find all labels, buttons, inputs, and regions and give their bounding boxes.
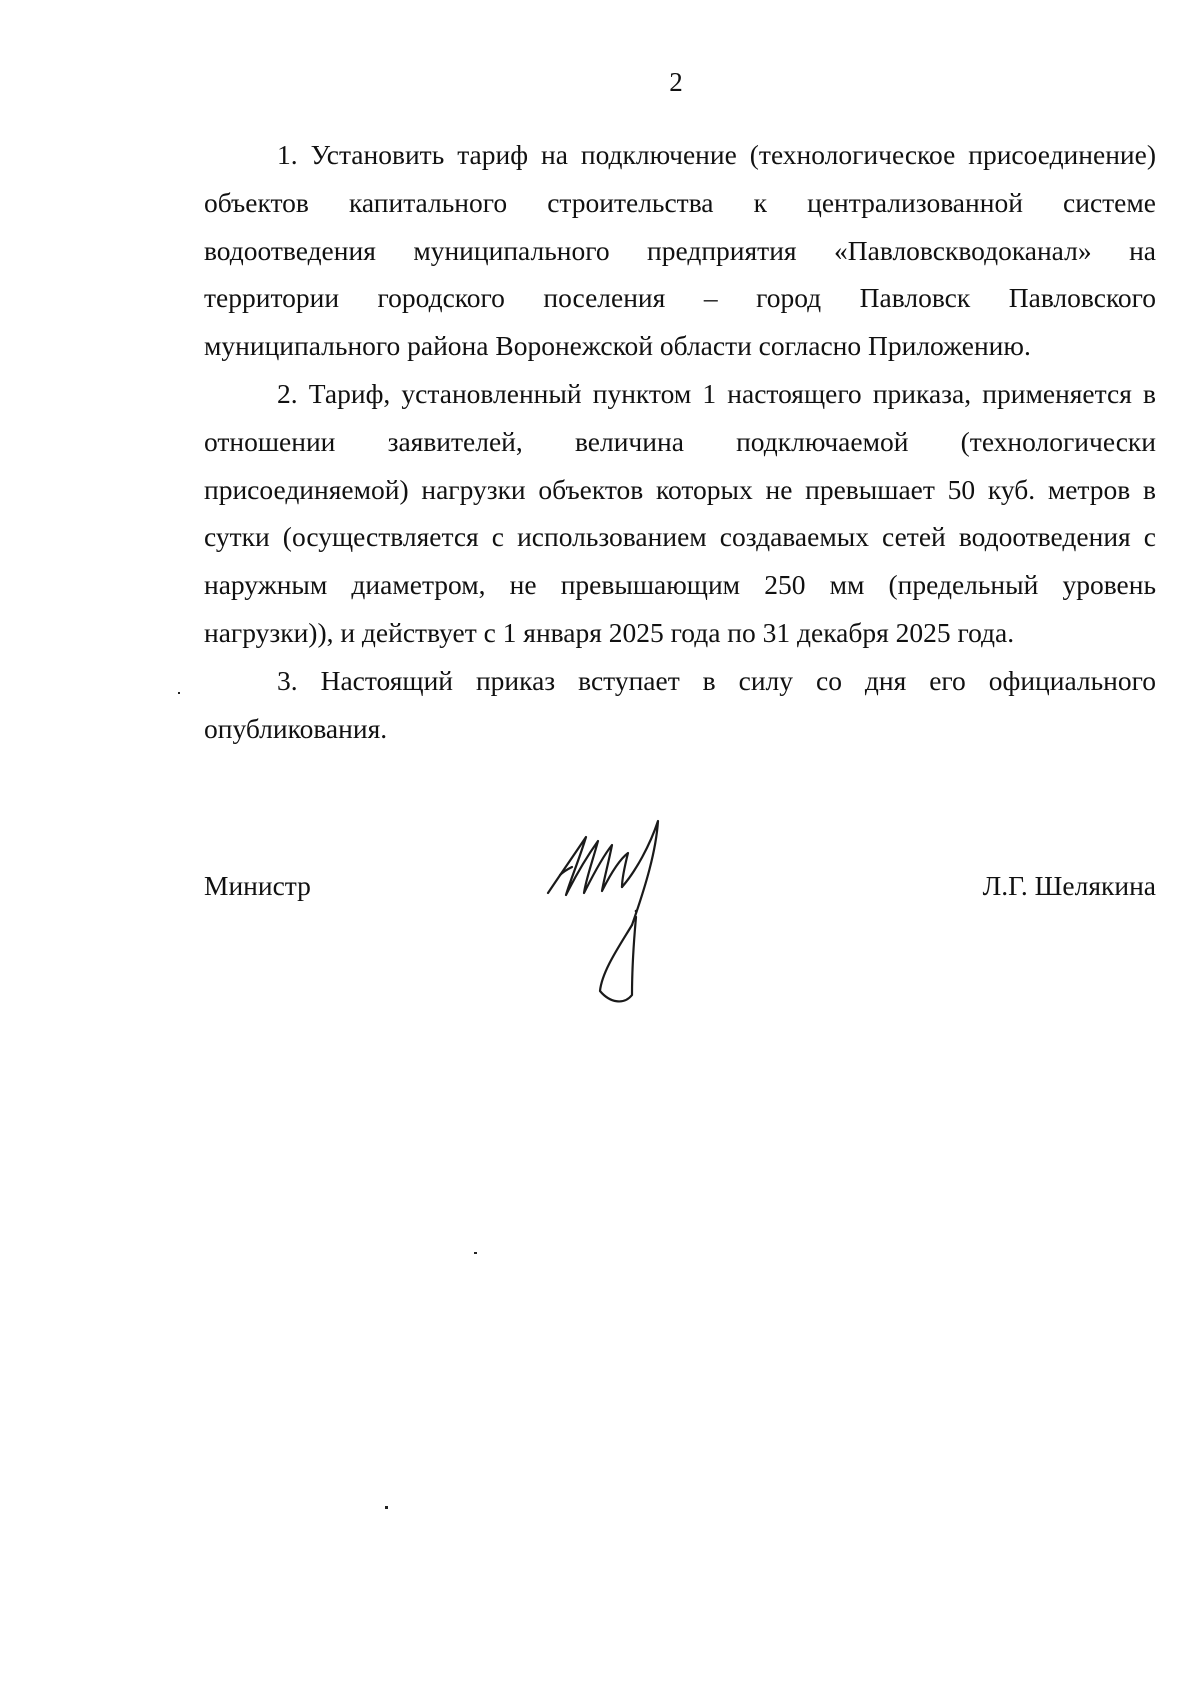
scan-speck	[474, 1252, 477, 1254]
paragraph-3: 3. Настоящий приказ вступает в силу со дня его официального опубликования.	[204, 664, 1156, 744]
scan-speck	[178, 692, 180, 694]
position-title: Министр	[204, 870, 311, 901]
handwritten-signature	[540, 815, 680, 1005]
page-number: 2	[669, 67, 683, 97]
paragraph-2: 2. Тариф, установленный пунктом 1 настоящего приказа, применяется в отношении заявителей, величина подключаемой (технологически присоединяемой) нагрузки объектов которых не превышает 50 куб. метров в сутки (осуществляется с использованием создаваемых сетей водоотведения с наружным диаметром, не превышающим 250 мм (предельный уровень нагрузки)), и действует с 1 января 2025 года по 31 декабря 2025 года.	[204, 377, 1156, 648]
signer-name: Л.Г. Шелякина	[982, 870, 1156, 901]
scan-speck	[385, 1506, 388, 1509]
document-body	[204, 131, 1156, 752]
paragraph-1: 1. Установить тариф на подключение (технологическое присоединение) объектов капитального строительства к централизованной системе водоотведения муниципального предприятия «Павловскводоканал» на территории городского поселения – город Павловск Павловского муниципального района Воронежской области согласно Приложению.	[204, 139, 1156, 362]
signature-block	[204, 868, 1156, 908]
